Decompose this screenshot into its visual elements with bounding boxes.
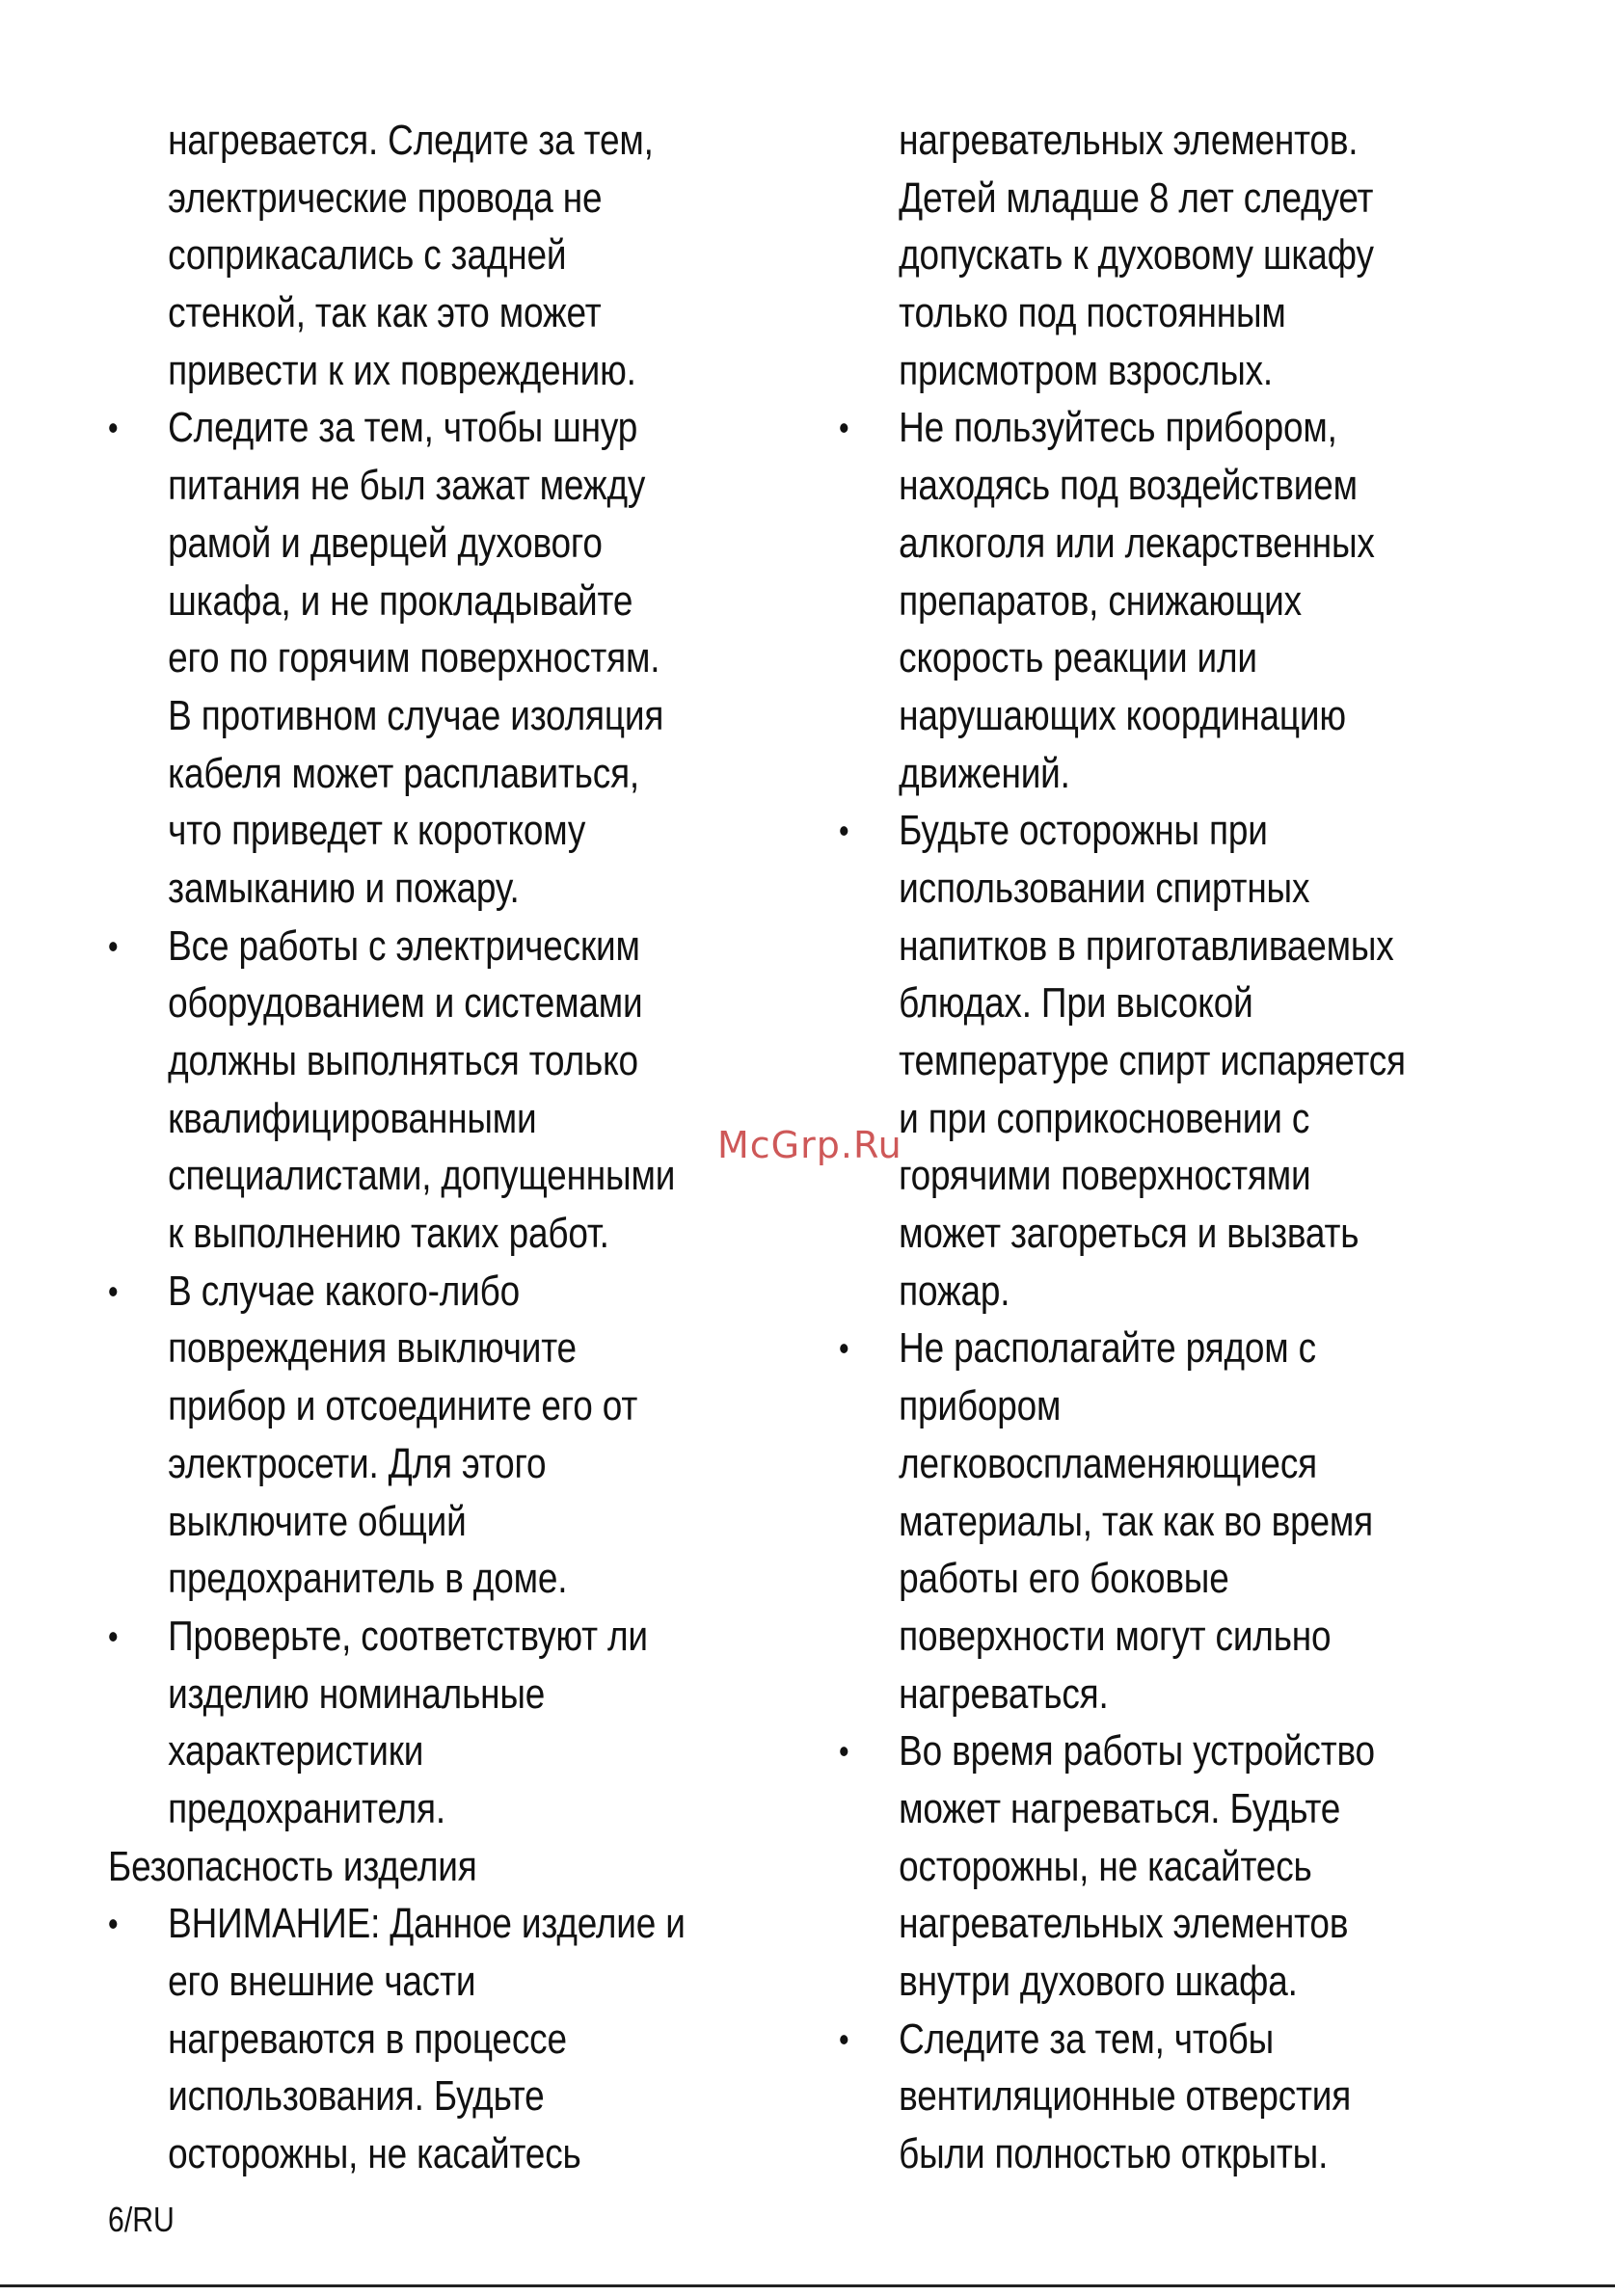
left-text-column: [108, 112, 821, 2183]
text-line: нагревается. Следите за тем,: [168, 117, 654, 164]
text-line: только под постоянным: [899, 289, 1286, 337]
text-line: легковоспламеняющиеся: [899, 1439, 1317, 1487]
text-line: осторожны, не касайтесь: [899, 1842, 1312, 1890]
text-line: работы его боковые: [899, 1555, 1229, 1603]
text-line: его по горячим поверхностям.: [168, 634, 660, 682]
text-line: рамой и дверцей духового: [168, 519, 603, 567]
bullet-item-line: • Следите за тем, чтобы шнур: [108, 399, 708, 457]
text-line: шкафа, и не прокладывайте: [168, 576, 633, 625]
text-line: что приведет к короткому: [168, 807, 586, 855]
bottom-divider: [0, 2284, 1615, 2287]
text-line: скорость реакции или: [899, 634, 1257, 682]
section-heading: Безопасность изделия: [108, 1842, 477, 1890]
text-line: нагреваются в процессе: [168, 2015, 567, 2063]
text-line: нарушающих координацию: [899, 691, 1346, 739]
text-line: его внешние части: [168, 1958, 476, 2005]
text-line: внутри духового шкафа.: [899, 1958, 1298, 2005]
text-line: поверхности могут сильно: [899, 1612, 1332, 1660]
right-text-column: [839, 112, 1552, 2183]
page-number: 6/RU: [108, 2200, 175, 2239]
text-line: нагревательных элементов: [899, 1900, 1349, 1948]
bullet-item-line: • Не пользуйтесь прибором,: [839, 399, 1439, 457]
text-line: выключите общий: [168, 1497, 467, 1545]
text-line: замыканию и пожару.: [168, 864, 520, 912]
text-line: находясь под воздействием: [899, 462, 1358, 510]
text-line: вентиляционные отверстия: [899, 2072, 1352, 2121]
text-line: использования. Будьте: [168, 2072, 545, 2121]
text-line: допускать к духовому шкафу: [899, 231, 1374, 280]
text-line: осторожны, не касайтесь: [168, 2130, 581, 2178]
text-line: характеристики: [168, 1727, 424, 1775]
text-line: присмотром взрослых.: [899, 346, 1274, 394]
text-line: к выполнению таких работ.: [168, 1210, 609, 1258]
text-line: пожар.: [899, 1267, 1010, 1315]
text-line: кабеля может расплавиться,: [168, 749, 640, 797]
text-line: стенкой, так как это может: [168, 289, 602, 337]
text-line: Детей младше 8 лет следует: [899, 174, 1374, 222]
bullet-item-line: • Проверьте, соответствуют ли: [108, 1608, 708, 1666]
text-line: блюдах. При высокой: [899, 979, 1253, 1028]
text-line: может нагреваться. Будьте: [899, 1784, 1341, 1832]
watermark-text: McGrp.Ru: [717, 1124, 902, 1166]
text-line: соприкасались с задней: [168, 231, 567, 280]
text-line: предохранитель в доме.: [168, 1555, 568, 1603]
text-line: привести к их повреждению.: [168, 346, 636, 394]
text-line: препаратов, снижающих: [899, 576, 1302, 625]
text-line: температуре спирт испаряется: [899, 1037, 1406, 1084]
text-line: прибор и отсоедините его от: [168, 1382, 638, 1430]
text-line: движений.: [899, 749, 1070, 797]
bullet-item-line: • В случае какого-либо: [108, 1263, 708, 1321]
text-line: нагреваться.: [899, 1669, 1109, 1718]
text-line: специалистами, допущенными: [168, 1152, 676, 1200]
text-line: были полностью открыты.: [899, 2130, 1329, 2178]
text-line: прибором: [899, 1382, 1062, 1430]
text-line: может загореться и вызвать: [899, 1210, 1359, 1258]
text-line: и при соприкосновении с: [899, 1094, 1310, 1142]
text-line: оборудованием и системами: [168, 979, 643, 1028]
text-line: электрические провода не: [168, 174, 603, 222]
bullet-item-line: • Будьте осторожны при: [839, 802, 1439, 860]
bullet-item-line: • Все работы с электрическим: [108, 918, 708, 975]
text-line: изделию номинальные: [168, 1669, 546, 1718]
bullet-item-line: • ВНИМАНИЕ: Данное изделие и: [108, 1895, 708, 1953]
text-line: питания не был зажат между: [168, 462, 646, 510]
text-line: горячими поверхностями: [899, 1152, 1311, 1200]
text-line: предохранителя.: [168, 1784, 446, 1832]
text-line: напитков в приготавливаемых: [899, 921, 1394, 970]
bullet-item-line: • Во время работы устройство: [839, 1722, 1439, 1780]
text-line: электросети. Для этого: [168, 1439, 547, 1487]
text-line: должны выполняться только: [168, 1037, 638, 1084]
text-line: нагревательных элементов.: [899, 117, 1359, 164]
bullet-item-line: • Следите за тем, чтобы: [839, 2011, 1439, 2069]
text-line: повреждения выключите: [168, 1324, 577, 1373]
text-line: алкоголя или лекарственных: [899, 519, 1375, 567]
text-line: использовании спиртных: [899, 864, 1310, 912]
bullet-item-line: • Не располагайте рядом с: [839, 1320, 1439, 1377]
text-line: квалифицированными: [168, 1094, 537, 1142]
text-line: В противном случае изоляция: [168, 691, 664, 739]
text-line: материалы, так как во время: [899, 1497, 1373, 1545]
